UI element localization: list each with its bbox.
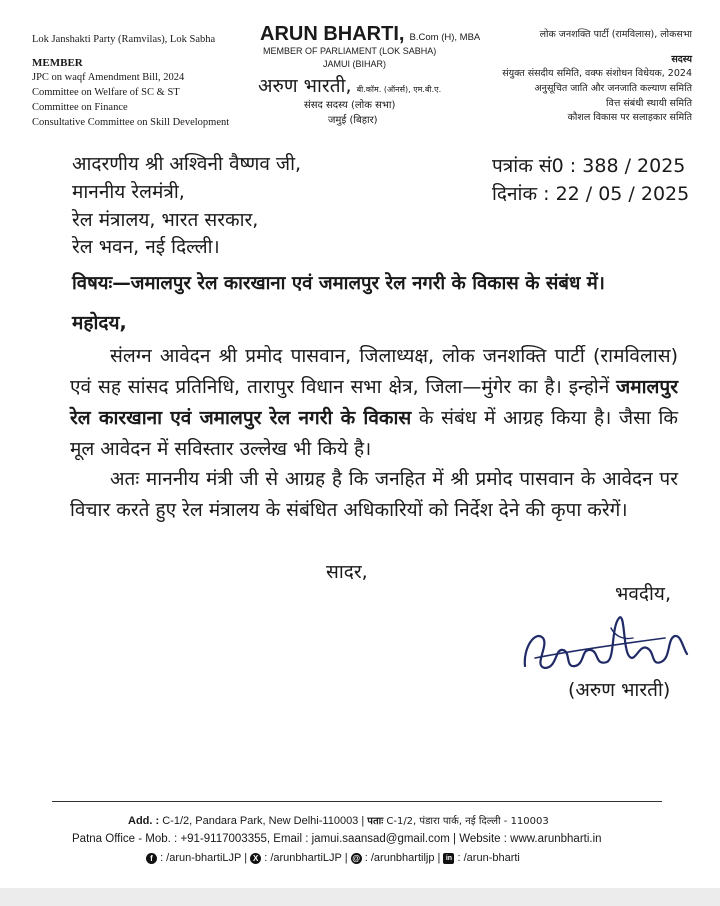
name-english-block — [260, 23, 480, 46]
mp-english: MEMBER OF PARLIAMENT (LOK SABHA) — [263, 46, 437, 56]
linkedin-icon: in — [443, 853, 454, 864]
x-icon: X — [250, 853, 261, 864]
address-hindi: C-1/2, पंडारा पार्क, नई दिल्ली - 110003 — [386, 816, 549, 827]
handwritten-signature — [515, 608, 695, 680]
party-name-hindi: लोक जनशक्ति पार्टी (रामविलास), लोकसभा — [539, 29, 692, 40]
name-hindi-block — [258, 72, 441, 98]
addressee-line-1: आदरणीय श्री अश्विनी वैष्णव जी, — [72, 153, 302, 175]
party-name: Lok Janshakti Party (Ramvilas), Lok Sabha — [32, 34, 216, 45]
x-handle[interactable]: : /arunbhartiLJP — [264, 852, 342, 864]
committee-hindi-2: अनुसूचित जाति और जनजाति कल्याण समिति — [534, 83, 692, 94]
date-value: 22 / 05 / 2025 — [555, 183, 690, 205]
member-label-hindi: सदस्य — [671, 54, 692, 65]
letter-date — [492, 180, 689, 206]
mp-hindi: संसद सदस्य (लोक सभा) — [304, 100, 396, 111]
facebook-icon: f — [146, 853, 157, 864]
yours-faithfully: भवदीय, — [615, 583, 671, 605]
place-hindi: जमुई (बिहार) — [328, 115, 378, 126]
closing: सादर, — [326, 561, 368, 583]
date-label: दिनांक : — [492, 183, 550, 205]
committee-hindi-1: संयुक्त संसदीय समिति, वक्फ संशोधन विधेयक, 2024 — [502, 68, 692, 79]
addressee-line-3: रेल मंत्रालय, भारत सरकार, — [72, 209, 259, 231]
committee-hindi-4: कौशल विकास पर सलाहकार समिति — [567, 112, 692, 123]
reference-value: 388 / 2025 — [582, 155, 686, 177]
address-separator: | — [361, 815, 365, 827]
footer-divider — [52, 801, 662, 802]
address-label: Add. : — [128, 815, 160, 827]
name-hindi: अरुण भारती, — [258, 75, 352, 97]
para1-bold-topic: जमालपुर रेल कारखाना एवं जमालपुर रेल नगरी के विकास — [70, 376, 678, 429]
footer-address — [128, 813, 549, 827]
threads-handle[interactable]: : /arunbhartiljp — [364, 852, 435, 864]
linkedin-handle[interactable]: : /arun-bharti — [457, 852, 520, 864]
bottom-band — [0, 888, 720, 906]
body-paragraph-1 — [70, 341, 678, 465]
committee-1: JPC on waqf Amendment Bill, 2024 — [32, 72, 185, 83]
reference-label: पत्रांक सं0 : — [492, 155, 577, 177]
facebook-handle[interactable]: : /arun-bhartiLJP — [160, 852, 242, 864]
place-english: JAMUI (BIHAR) — [323, 59, 386, 69]
body-paragraph-2: अतः माननीय मंत्री जी से आग्रह है कि जनहित में श्री प्रमोद पासवान के आवेदन पर विचार करते हुए रेल मंत्रालय के संबंधित अधिकारियों को निर्देश देने की कृपा करेगें। — [70, 468, 678, 521]
committee-4: Consultative Committee on Skill Development — [32, 117, 230, 128]
name-english: ARUN BHARTI, — [260, 23, 405, 45]
address-english: C-1/2, Pandara Park, New Delhi-110003 — [162, 815, 359, 827]
qualification-hindi: बी.कॉम. (ऑनर्स), एम.बी.ए. — [356, 85, 442, 94]
reference-number — [492, 152, 685, 178]
addressee-line-2: माननीय रेलमंत्री, — [72, 181, 185, 203]
threads-icon: @ — [352, 853, 361, 863]
committee-3: Committee on Finance — [32, 102, 128, 113]
committee-2: Committee on Welfare of SC & ST — [32, 87, 180, 98]
subject-line: विषयः—जमालपुर रेल कारखाना एवं जमालपुर रेल नगरी के विकास के संबंध में। — [72, 273, 605, 294]
social-links: f : /arun-bhartiLJP | X : /arunbhartiLJP | @ : /arunbhartiljp | in : /arun-bharti — [146, 852, 520, 864]
address-hindi-label: पताः — [367, 816, 384, 827]
para1-text-start: संलग्न आवेदन श्री प्रमोद पासवान, जिलाध्यक्ष, लोक जनशक्ति पार्टी (रामविलास) एवं सह सांसद प्रतिनिधि, तारापुर विधान सभा क्षेत्र, जिला—मुंगेर का है। इन्होनें — [70, 345, 678, 398]
committee-hindi-3: वित्त संबंधी स्थायी समिति — [606, 98, 692, 109]
signatory-name: (अरुण भारती) — [568, 679, 671, 701]
patna-office-contact: Patna Office - Mob. : +91-9117003355, Email : jamui.saansad@gmail.com | Website : www.arunbharti.in — [72, 833, 602, 845]
salutation: महोदय, — [72, 312, 127, 334]
qualification-english: B.Com (H), MBA — [409, 32, 481, 43]
para1-text-end: के संबंध में आग्रह किया है। जैसा कि मूल आवेदन में सविस्तार उल्लेख भी किये है। — [70, 407, 678, 460]
addressee-line-4: रेल भवन, नई दिल्ली। — [72, 236, 220, 258]
member-label: MEMBER — [32, 57, 83, 69]
